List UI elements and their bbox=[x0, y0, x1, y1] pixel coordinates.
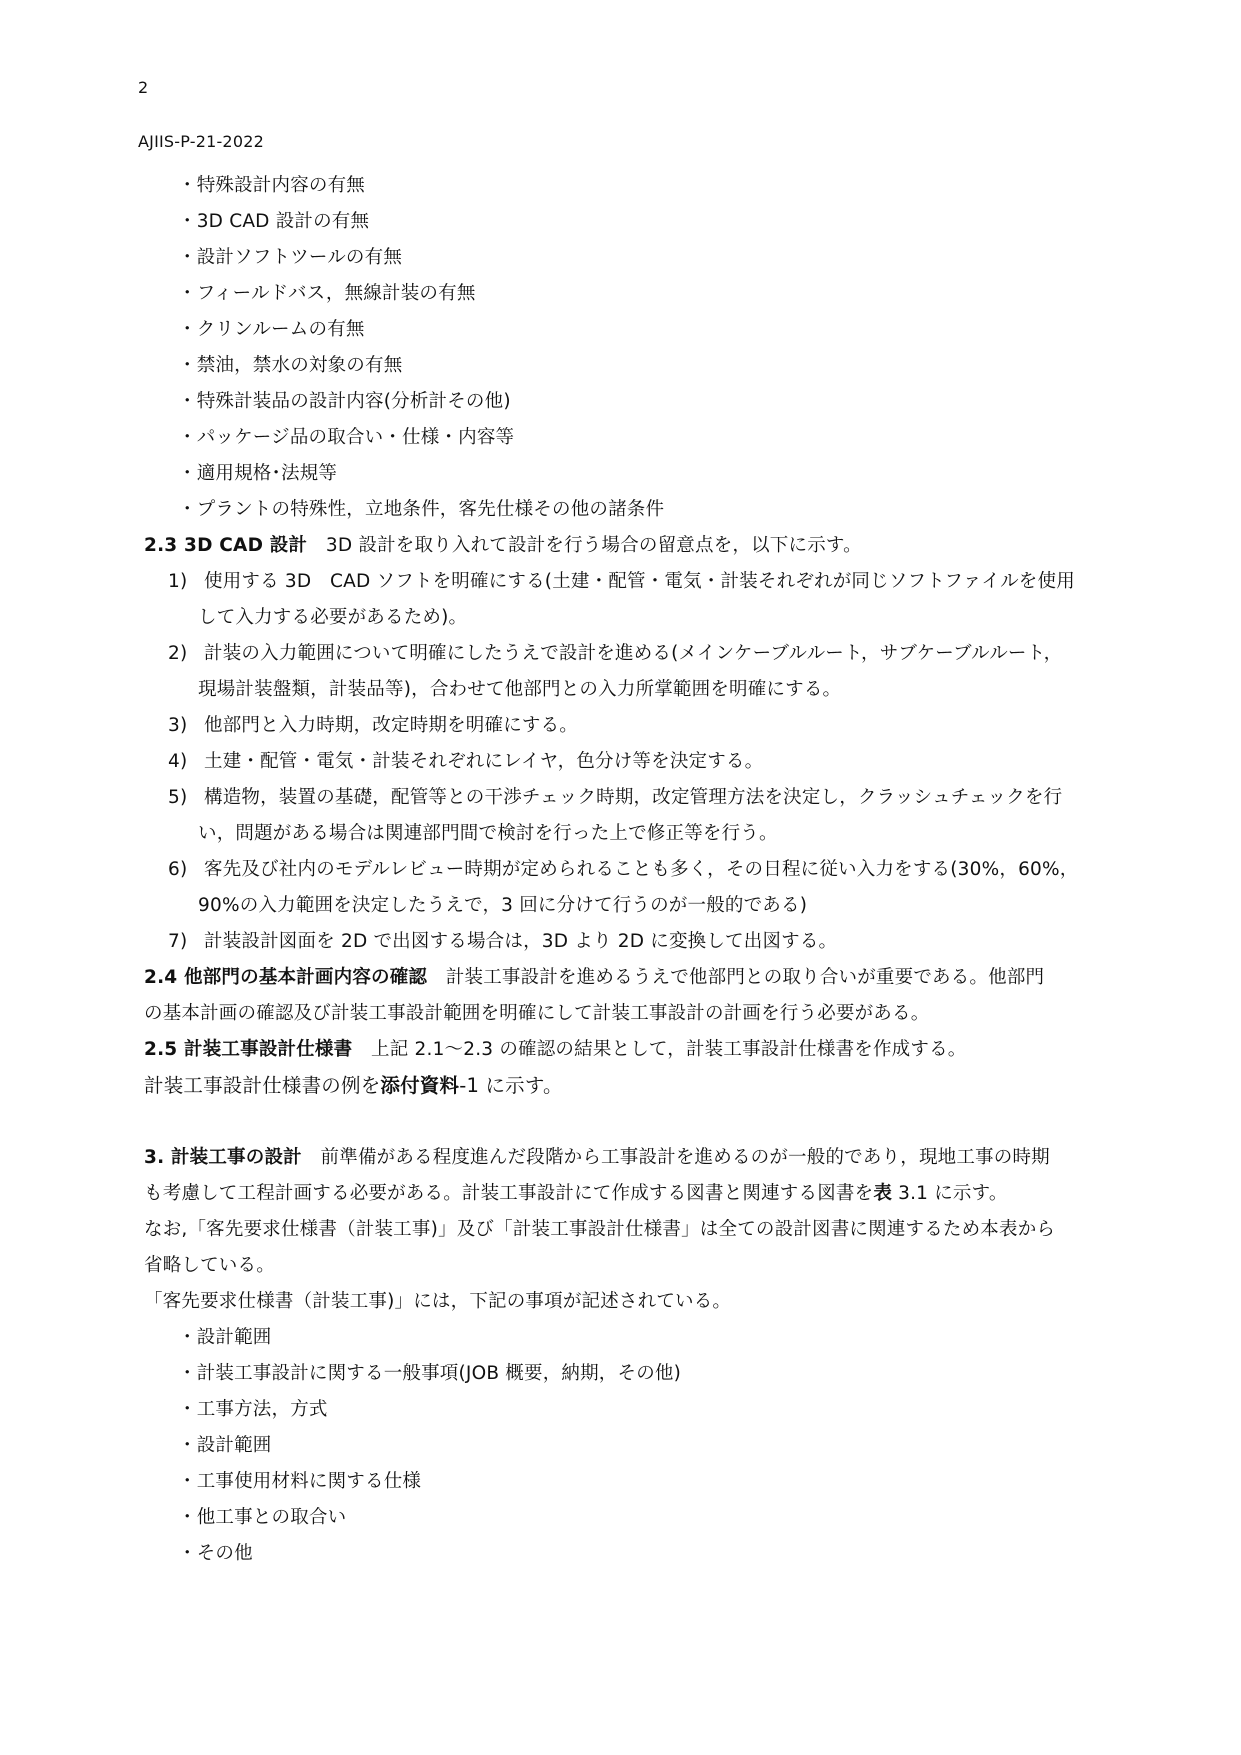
table-reference: 表 bbox=[873, 1183, 893, 1204]
list-item: ・設計範囲 bbox=[178, 1435, 272, 1456]
list-item: ・その他 bbox=[178, 1543, 253, 1564]
item-number: 5) bbox=[168, 787, 188, 808]
item-text: 使用する 3D CAD ソフトを明確にする(土建・配管・電気・計装それぞれが同じソフトファイルを使用 bbox=[204, 571, 1075, 592]
item-text: 土建・配管・電気・計装それぞれにレイヤ，色分け等を決定する。 bbox=[204, 751, 764, 772]
list-item: ・禁油，禁水の対象の有無 bbox=[178, 355, 403, 376]
section-heading: 3. 計装工事の設計 bbox=[144, 1147, 302, 1168]
section-text-continued: 省略している。 bbox=[144, 1255, 275, 1276]
item-text: 構造物，装置の基礎，配管等との干渉チェック時期，改定管理方法を決定し，クラッシュチェックを行 bbox=[204, 787, 1063, 808]
item-number: 2) bbox=[168, 643, 188, 664]
item-number: 1) bbox=[168, 571, 188, 592]
list-item: ・クリンルームの有無 bbox=[178, 319, 365, 340]
text-fragment: -1 に示す。 bbox=[459, 1074, 563, 1097]
list-item: ・他工事との取合い bbox=[178, 1507, 347, 1528]
section-text-continued bbox=[144, 1182, 1008, 1206]
section-heading: 2.5 計装工事設計仕様書 bbox=[144, 1039, 353, 1060]
list-item: ・パッケージ品の取合い・仕様・内容等 bbox=[178, 427, 515, 448]
text-fragment: も考慮して工程計画する必要がある。計装工事設計にて作成する図書と関連する図書を bbox=[144, 1183, 874, 1204]
section-text-continued: の基本計画の確認及び計装工事設計範囲を明確にして計装工事設計の計画を行う必要がある。 bbox=[144, 1003, 930, 1024]
list-item: ・3D CAD 設計の有無 bbox=[178, 211, 370, 232]
item-number: 7) bbox=[168, 931, 188, 952]
document-id: AJIIS-P-21-2022 bbox=[138, 132, 264, 151]
list-item: ・フィールドバス，無線計装の有無 bbox=[178, 283, 476, 304]
list-item: ・設計範囲 bbox=[178, 1327, 272, 1348]
item-text: 計装の入力範囲について明確にしたうえで設計を進める(メインケーブルルート，サブケーブルルート， bbox=[204, 643, 1063, 664]
section-text: 上記 2.1～2.3 の確認の結果として，計装工事設計仕様書を作成する。 bbox=[371, 1039, 967, 1060]
item-text-continued: して入力する必要があるため)。 bbox=[198, 607, 468, 628]
appendix-reference: 添付資料 bbox=[380, 1074, 460, 1097]
list-item: ・適用規格･法規等 bbox=[178, 463, 338, 484]
list-item: ・設計ソフトツールの有無 bbox=[178, 247, 403, 268]
item-number: 4) bbox=[168, 751, 188, 772]
list-item: ・計装工事設計に関する一般事項(JOB 概要，納期，その他) bbox=[178, 1363, 682, 1384]
item-number: 6) bbox=[168, 859, 188, 880]
item-text: 客先及び社内のモデルレビュー時期が定められることも多く，その日程に従い入力をする(30%，60%， bbox=[204, 859, 1079, 880]
text-fragment: 3.1 に示す。 bbox=[892, 1183, 1008, 1204]
page-number: 2 bbox=[138, 78, 149, 97]
section-text: 計装工事設計を進めるうえで他部門との取り合いが重要である。他部門 bbox=[445, 967, 1045, 988]
text-fragment: 計装工事設計仕様書の例を bbox=[144, 1074, 381, 1097]
section-2-5 bbox=[144, 1038, 966, 1062]
section-text: 3D 設計を取り入れて設計を行う場合の留意点を，以下に示す。 bbox=[325, 535, 862, 556]
section-text: 前準備がある程度進んだ段階から工事設計を進めるのが一般的であり，現地工事の時期 bbox=[320, 1147, 1050, 1168]
item-text-continued: い，問題がある場合は関連部門間で検討を行った上で修正等を行う。 bbox=[198, 823, 778, 844]
list-item: ・工事使用材料に関する仕様 bbox=[178, 1471, 422, 1492]
list-item: ・特殊設計内容の有無 bbox=[178, 175, 366, 196]
section-text-continued bbox=[144, 1074, 563, 1098]
section-text-continued: 「客先要求仕様書（計装工事)」には，下記の事項が記述されている。 bbox=[144, 1291, 732, 1312]
section-2-4 bbox=[144, 966, 1044, 990]
section-text-continued: なお,「客先要求仕様書（計装工事)」及び「計装工事設計仕様書」は全ての設計図書に関連するため本表から bbox=[144, 1219, 1056, 1240]
item-text: 他部門と入力時期，改定時期を明確にする。 bbox=[204, 715, 579, 736]
list-item: ・プラントの特殊性，立地条件，客先仕様その他の諸条件 bbox=[178, 499, 665, 520]
section-heading: 2.3 3D CAD 設計 bbox=[144, 535, 308, 556]
item-text-continued: 現場計装盤類，計装品等)，合わせて他部門との入力所掌範囲を明確にする。 bbox=[198, 679, 842, 700]
item-text: 計装設計図面を 2D で出図する場合は，3D より 2D に変換して出図する。 bbox=[204, 931, 838, 952]
item-text-continued: 90%の入力範囲を決定したうえで，3 回に分けて行うのが一般的である) bbox=[198, 895, 808, 916]
section-3 bbox=[144, 1146, 1050, 1170]
item-number: 3) bbox=[168, 715, 188, 736]
list-item: ・特殊計装品の設計内容(分析計その他) bbox=[178, 391, 511, 412]
section-heading: 2.4 他部門の基本計画内容の確認 bbox=[144, 967, 428, 988]
section-2-3 bbox=[144, 534, 862, 558]
list-item: ・工事方法，方式 bbox=[178, 1399, 328, 1420]
